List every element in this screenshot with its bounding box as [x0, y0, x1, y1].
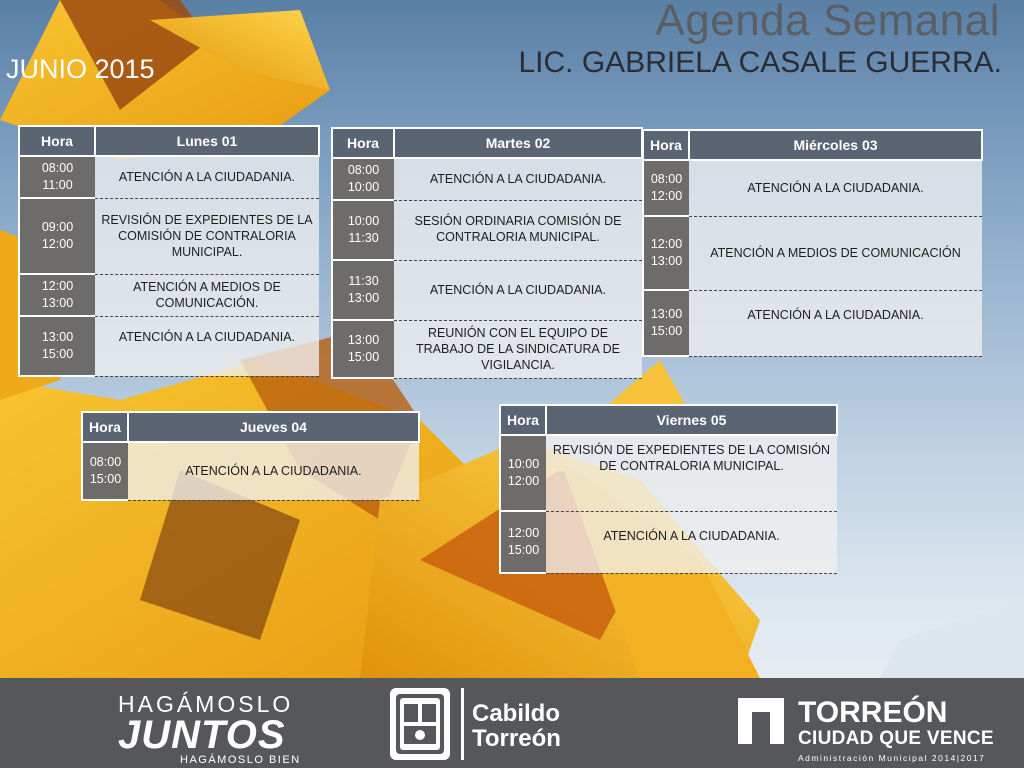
cabildo-torreon-logo: [472, 701, 561, 751]
logo-text-line: TORREÓN: [798, 696, 948, 729]
table-row: [82, 442, 419, 500]
time-cell: 10:00 12:00: [500, 435, 546, 511]
table-row: [500, 511, 837, 573]
day-header: Martes 02: [394, 128, 642, 158]
time-cell: 11:30 13:00: [332, 260, 394, 320]
activity-cell: REVISIÓN DE EXPEDIENTES DE LA COMISIÓN DE CONTRALORIA MUNICIPAL.: [546, 435, 837, 511]
logo-text-line: Torreón: [472, 725, 561, 752]
logo-text-line: Cabildo: [472, 700, 560, 727]
hour-header: Hora: [643, 130, 689, 160]
hour-header: Hora: [82, 412, 128, 442]
day-table-tuesday: [331, 127, 643, 379]
time-cell: 12:00 13:00: [643, 216, 689, 290]
logo-text-line: CIUDAD QUE VENCE: [798, 728, 994, 749]
torreon-tower-icon: [736, 696, 786, 746]
time-cell: 09:00 12:00: [19, 198, 95, 274]
time-cell: 08:00 15:00: [82, 442, 128, 500]
logo-text-line: Administración Municipal 2014|2017: [798, 753, 986, 763]
activity-cell: ATENCIÓN A LA CIUDADANIA.: [95, 316, 319, 376]
table-row: [332, 158, 642, 200]
activity-cell: ATENCIÓN A LA CIUDADANIA.: [128, 442, 419, 500]
logo-text-line: HAGÁMOSLO: [118, 691, 294, 717]
time-cell: 08:00 12:00: [643, 160, 689, 216]
day-header: Viernes 05: [546, 405, 837, 435]
table-row: [19, 156, 319, 198]
time-cell: 13:00 15:00: [332, 320, 394, 378]
day-table-friday: [499, 404, 838, 574]
day-header: Miércoles 03: [689, 130, 982, 160]
activity-cell: REUNIÓN CON EL EQUIPO DE TRABAJO DE LA SINDICATURA DE VIGILANCIA.: [394, 320, 642, 378]
footer-divider: [461, 688, 464, 760]
day-header: Lunes 01: [95, 126, 319, 156]
day-table-monday: [18, 125, 320, 377]
time-cell: 08:00 11:00: [19, 156, 95, 198]
day-table-wednesday: [642, 129, 983, 357]
table-row: [19, 316, 319, 376]
time-cell: 08:00 10:00: [332, 158, 394, 200]
table-row: [643, 216, 982, 290]
time-cell: 12:00 15:00: [500, 511, 546, 573]
table-row: [19, 198, 319, 274]
time-cell: 12:00 13:00: [19, 274, 95, 316]
day-table-thursday: [81, 411, 420, 501]
torreon-ciudad-que-vence-logo: [798, 698, 994, 763]
month-label: JUNIO 2015: [6, 54, 155, 84]
table-row: [332, 200, 642, 260]
hour-header: Hora: [19, 126, 95, 156]
table-row: [643, 290, 982, 356]
page-title: Agenda Semanal: [655, 0, 1000, 45]
activity-cell: ATENCIÓN A LA CIUDADANIA.: [546, 511, 837, 573]
official-name: LIC. GABRIELA CASALE GUERRA.: [518, 46, 1002, 79]
table-row: [19, 274, 319, 316]
activity-cell: SESIÓN ORDINARIA COMISIÓN DE CONTRALORIA MUNICIPAL.: [394, 200, 642, 260]
activity-cell: ATENCIÓN A LA CIUDADANIA.: [689, 160, 982, 216]
table-row: [332, 260, 642, 320]
activity-cell: ATENCIÓN A LA CIUDADANIA.: [394, 260, 642, 320]
activity-cell: ATENCIÓN A MEDIOS DE COMUNICACIÓN: [689, 216, 982, 290]
activity-cell: ATENCIÓN A LA CIUDADANIA.: [95, 156, 319, 198]
table-row: [643, 160, 982, 216]
activity-cell: ATENCIÓN A LA CIUDADANIA.: [689, 290, 982, 356]
hour-header: Hora: [332, 128, 394, 158]
day-header: Jueves 04: [128, 412, 419, 442]
activity-cell: ATENCIÓN A MEDIOS DE COMUNICACIÓN.: [95, 274, 319, 316]
activity-cell: REVISIÓN DE EXPEDIENTES DE LA COMISIÓN DE CONTRALORIA MUNICIPAL.: [95, 198, 319, 274]
logo-text-line: JUNTOS: [118, 713, 286, 757]
activity-cell: ATENCIÓN A LA CIUDADANIA.: [394, 158, 642, 200]
hour-header: Hora: [500, 405, 546, 435]
time-cell: 13:00 15:00: [643, 290, 689, 356]
hagamoslo-juntos-logo: [118, 692, 301, 766]
time-cell: 13:00 15:00: [19, 316, 95, 376]
table-row: [332, 320, 642, 378]
coat-of-arms-icon: [388, 686, 452, 762]
logo-text-line: HAGÁMOSLO BIEN: [180, 754, 301, 766]
table-row: [500, 435, 837, 511]
time-cell: 10:00 11:30: [332, 200, 394, 260]
